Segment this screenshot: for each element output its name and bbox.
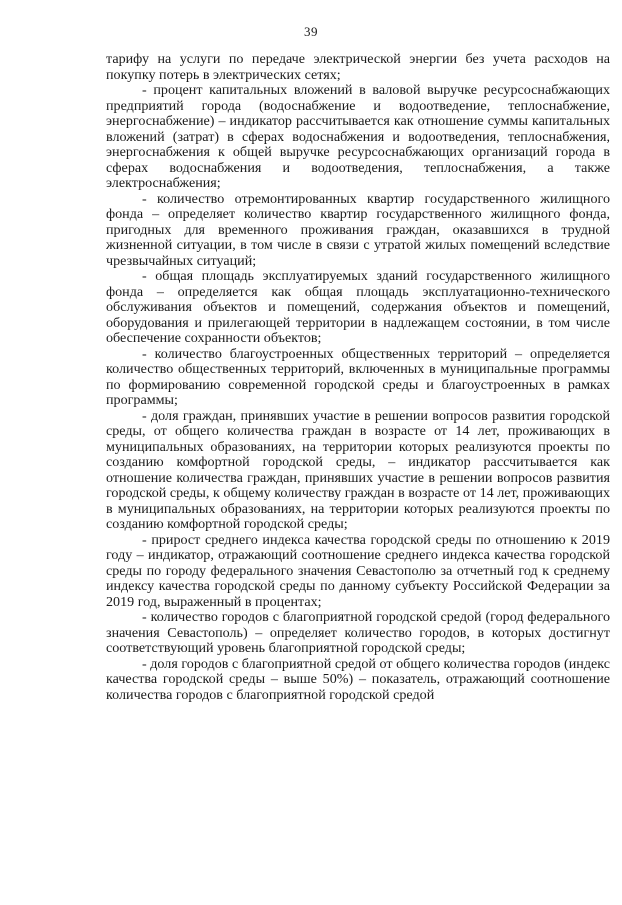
paragraph-citizen-participation: - доля граждан, принявших участие в решении вопросов развития городской среды, от общего количества граждан в возрасте от 14 лет, проживающих в муниципальных образованиях, на территории которых реализуются проекты по созданию комфортной городской среды, – индикатор рассчитывается как отношение количества граждан, принявших участие в решении вопросов развития городской среды, к общему количеству граждан в возрасте от 14 лет, проживающих в муниципальных образованиях, на территории которых реализуются проекты по созданию комфортной городской среды; [106, 407, 610, 532]
paragraph-urban-quality-index: - прирост среднего индекса качества городской среды по отношению к 2019 году – индикатор, отражающий соотношение среднего индекса качества городской среды по городу федерального значения Севастополю за отчетный год к среднему индексу качества городской среды по данному субъекту Российской Федерации за 2019 год, выраженный в процентах; [106, 531, 610, 610]
page-number: 39 [304, 24, 318, 39]
paragraph-favorable-cities-share: - доля городов с благоприятной средой от общего количества городов (индекс качества городской среды – выше 50%) – показатель, отражающий соотношение количества городов с благоприятной городской средой [106, 655, 610, 703]
paragraph-capital-investment: - процент капитальных вложений в валовой выручке ресурсоснабжающих предприятий города (водоснабжение и водоотведение, теплоснабжение, энергоснабжение) – индикатор рассчитывается как отношение суммы капитальных вложений (затрат) в сферах водоснабжения и водоотведения, теплоснабжения, энергоснабжения к общей выручке ресурсоснабжающих организаций города в сферах водоснабжения и водоотведения, теплоснабжения, а также электроснабжения; [106, 82, 610, 191]
paragraph-building-area: - общая площадь эксплуатируемых зданий государственного жилищного фонда – определяется как общая площадь эксплуатационно-технического обслуживания объектов и помещений, содержания объектов и помещений, оборудования и прилегающей территории в надлежащем состоянии, в том числе обеспечение сохранности объектов; [106, 268, 610, 346]
paragraph-public-territories: - количество благоустроенных общественных территорий – определяется количество общественных территорий, включенных в муниципальные программы по формированию современной городской среды и благоустроенных в рамках программы; [106, 345, 610, 408]
paragraph-favorable-cities-count: - количество городов с благоприятной городской средой (город федерального значения Севастополь) – определяет количество городов, в которых достигнут соответствующий уровень благоприятной городской среды; [106, 609, 610, 656]
document-body [106, 52, 610, 703]
paragraph-continuation: тарифу на услуги по передаче электрической энергии без учета расходов на покупку потерь в электрических сетях; [106, 51, 610, 83]
paragraph-renovated-apartments: - количество отремонтированных квартир государственного жилищного фонда – определяет количество квартир государственного жилищного фонда, пригодных для временного проживания граждан, оказавшихся в трудной жизненной ситуации, в том числе в связи с утратой жилых помещений вследствие чрезвычайных ситуаций; [106, 190, 610, 269]
